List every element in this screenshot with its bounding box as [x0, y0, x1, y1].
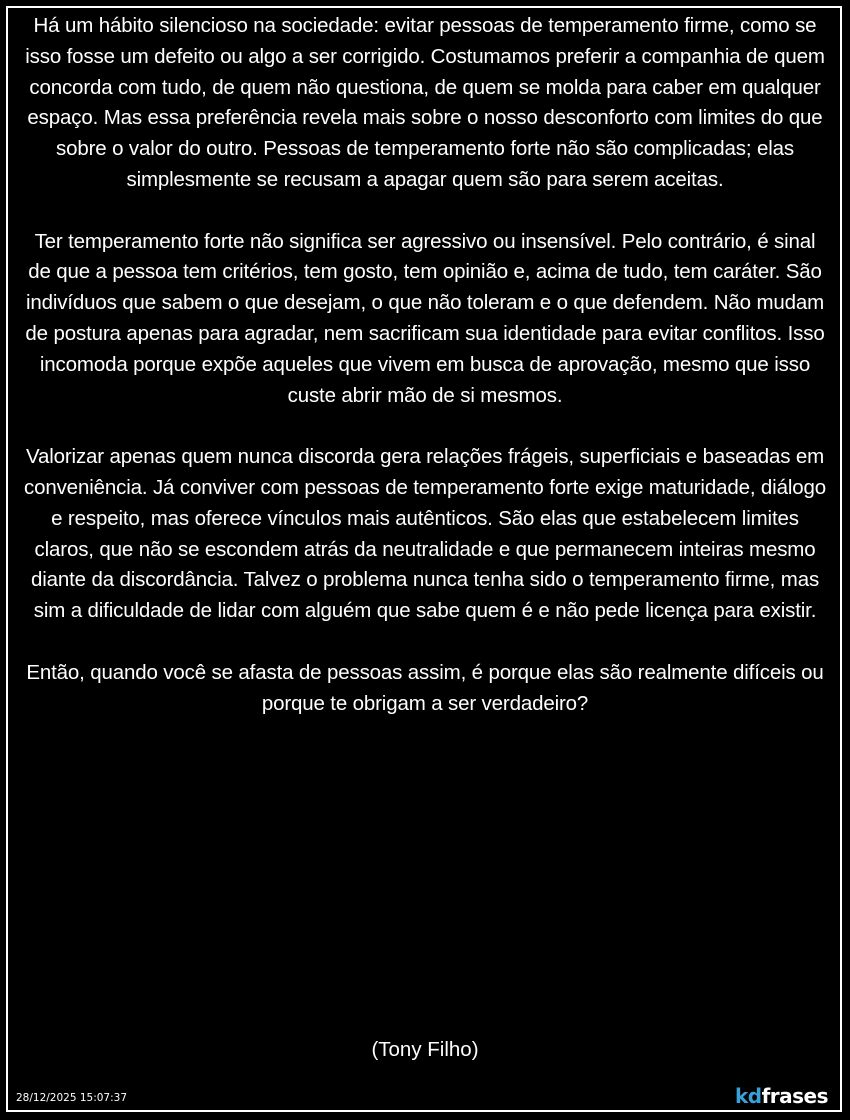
quote-paragraph-2: Ter temperamento forte não significa ser agressivo ou insensível. Pelo contrário, é sinal de que a pessoa tem critérios, tem gosto, tem opinião e, acima de tudo, tem caráter. São indivíduos que sabem o que desejam, o que não toleram e o que defendem. Não mudam de postura apenas para agradar, nem sacrificam sua identidade para evitar conflitos. Isso incomoda porque expõe aqueles que vivem em busca de aprovação, mesmo que isso custe abrir mão de si mesmos.	[25, 229, 825, 407]
logo-prefix: kd	[734, 1084, 762, 1108]
logo-suffix: frases	[761, 1084, 828, 1108]
quote-text	[22, 11, 828, 719]
kdfrases-logo[interactable]	[735, 1084, 828, 1108]
quote-paragraph-3: Valorizar apenas quem nunca discorda gera relações frágeis, superficiais e baseadas em conveniência. Já conviver com pessoas de temperamento forte exige maturidade, diálogo e respeito, mas oferece vínculos mais autênticos. São elas que estabelecem limites claros, que não se escondem atrás da neutralidade e que permanecem inteiras mesmo diante da discordância. Talvez o problema nunca tenha sido o temperamento firme, mas sim a dificuldade de lidar com alguém que sabe quem é e não pede licença para existir.	[23, 445, 826, 623]
quote-author: (Tony Filho)	[371, 1038, 479, 1061]
timestamp: 28/12/2025 15:07:37	[16, 1092, 128, 1104]
quote-paragraph-1: Há um hábito silencioso na sociedade: evitar pessoas de temperamento firme, como se isso fosse um defeito ou algo a ser corrigido. Costumamos preferir a companhia de quem concorda com tudo, de quem não questiona, de quem se molda para caber em qualquer espaço. Mas essa preferência revela mais sobre o nosso desconforto com limites do que sobre o valor do outro. Pessoas de temperamento forte não são complicadas; elas simplesmente se recusam a apagar quem são para serem aceitas.	[25, 14, 825, 191]
quote-paragraph-4: Então, quando você se afasta de pessoas assim, é porque elas são realmente difíceis ou porque te obrigam a ser verdadeiro?	[26, 660, 824, 715]
